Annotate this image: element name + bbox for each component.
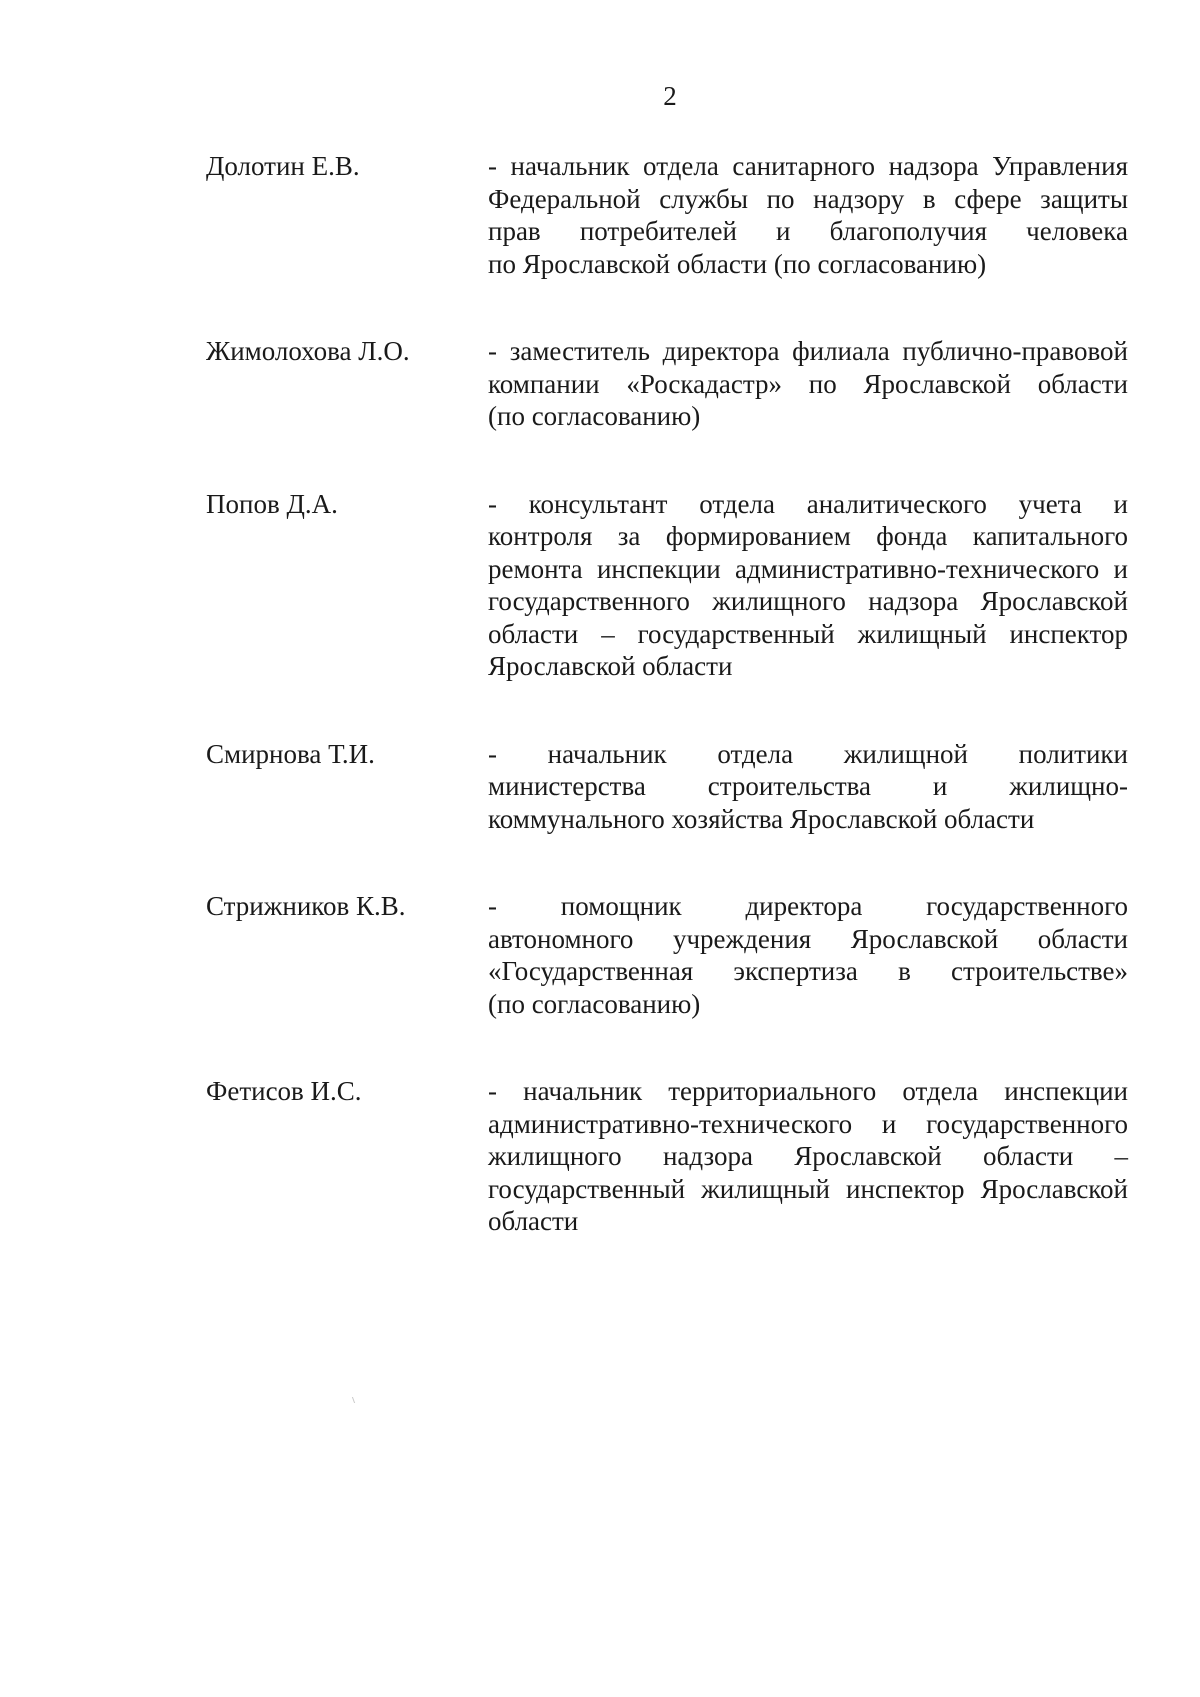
member-position: [488, 488, 1128, 683]
member-position-line: ремонта инспекции административно-технического и: [488, 553, 1128, 584]
member-position-line: - начальник территориального отдела инспекции: [488, 1076, 1128, 1106]
member-position-line: прав потребителей и благополучия человека: [488, 216, 1128, 246]
member-name: Долотин Е.В.: [206, 151, 360, 181]
member-entry: [0, 150, 1200, 279]
member-entry: [0, 738, 1200, 834]
member-name: Стрижников К.В.: [206, 891, 406, 921]
member-position-line: министерства строительства и жилищно-: [488, 771, 1128, 801]
member-position-line: области: [488, 1206, 579, 1236]
page-number: 2: [663, 81, 677, 111]
member-entry: [0, 890, 1200, 1019]
member-position: [488, 890, 1128, 1020]
member-position-line: жилищного надзора Ярославской области –: [488, 1141, 1128, 1171]
member-position-line: Ярославской области: [488, 651, 733, 681]
member-position-line: «Государственная экспертиза в строительстве»: [488, 956, 1128, 986]
member-position-line: государственного жилищного надзора Ярославской: [488, 586, 1128, 616]
member-position-line: области – государственный жилищный инспектор: [488, 618, 1128, 649]
member-position-line: государственный жилищный инспектор Ярославской: [488, 1173, 1128, 1204]
member-entry: [0, 488, 1200, 681]
member-entry: [0, 1075, 1200, 1236]
member-name: Попов Д.А.: [206, 488, 338, 519]
member-entry: [0, 335, 1200, 431]
member-name: Смирнова Т.И.: [206, 738, 375, 769]
member-position-line: (по согласованию): [488, 401, 701, 431]
member-position-line: коммунального хозяйства Ярославской области: [488, 803, 1035, 834]
member-position-line: по Ярославской области (по согласованию): [488, 248, 987, 279]
scan-artifact: [352, 1397, 359, 1403]
member-position-line: - консультант отдела аналитического учета и: [488, 488, 1128, 519]
member-position-line: компании «Роскадастр» по Ярославской области: [488, 368, 1128, 399]
member-position-line: - начальник отдела жилищной политики: [488, 738, 1128, 769]
member-position: [488, 1075, 1128, 1238]
member-name: Жимолохова Л.О.: [206, 336, 410, 366]
member-position-line: - помощник директора государственного: [488, 891, 1128, 921]
member-position: [488, 335, 1128, 433]
member-position-line: - начальник отдела санитарного надзора Управления: [488, 151, 1128, 181]
member-position-line: Федеральной службы по надзору в сфере защиты: [488, 183, 1128, 214]
member-position-line: административно-технического и государственного: [488, 1108, 1128, 1139]
member-position-line: (по согласованию): [488, 988, 701, 1019]
member-position: [488, 150, 1128, 280]
member-position: [488, 738, 1128, 836]
member-position-line: контроля за формированием фонда капитального: [488, 521, 1128, 551]
member-position-line: - заместитель директора филиала публично-правовой: [488, 336, 1128, 366]
member-name: Фетисов И.С.: [206, 1076, 362, 1106]
member-position-line: автономного учреждения Ярославской области: [488, 923, 1128, 954]
